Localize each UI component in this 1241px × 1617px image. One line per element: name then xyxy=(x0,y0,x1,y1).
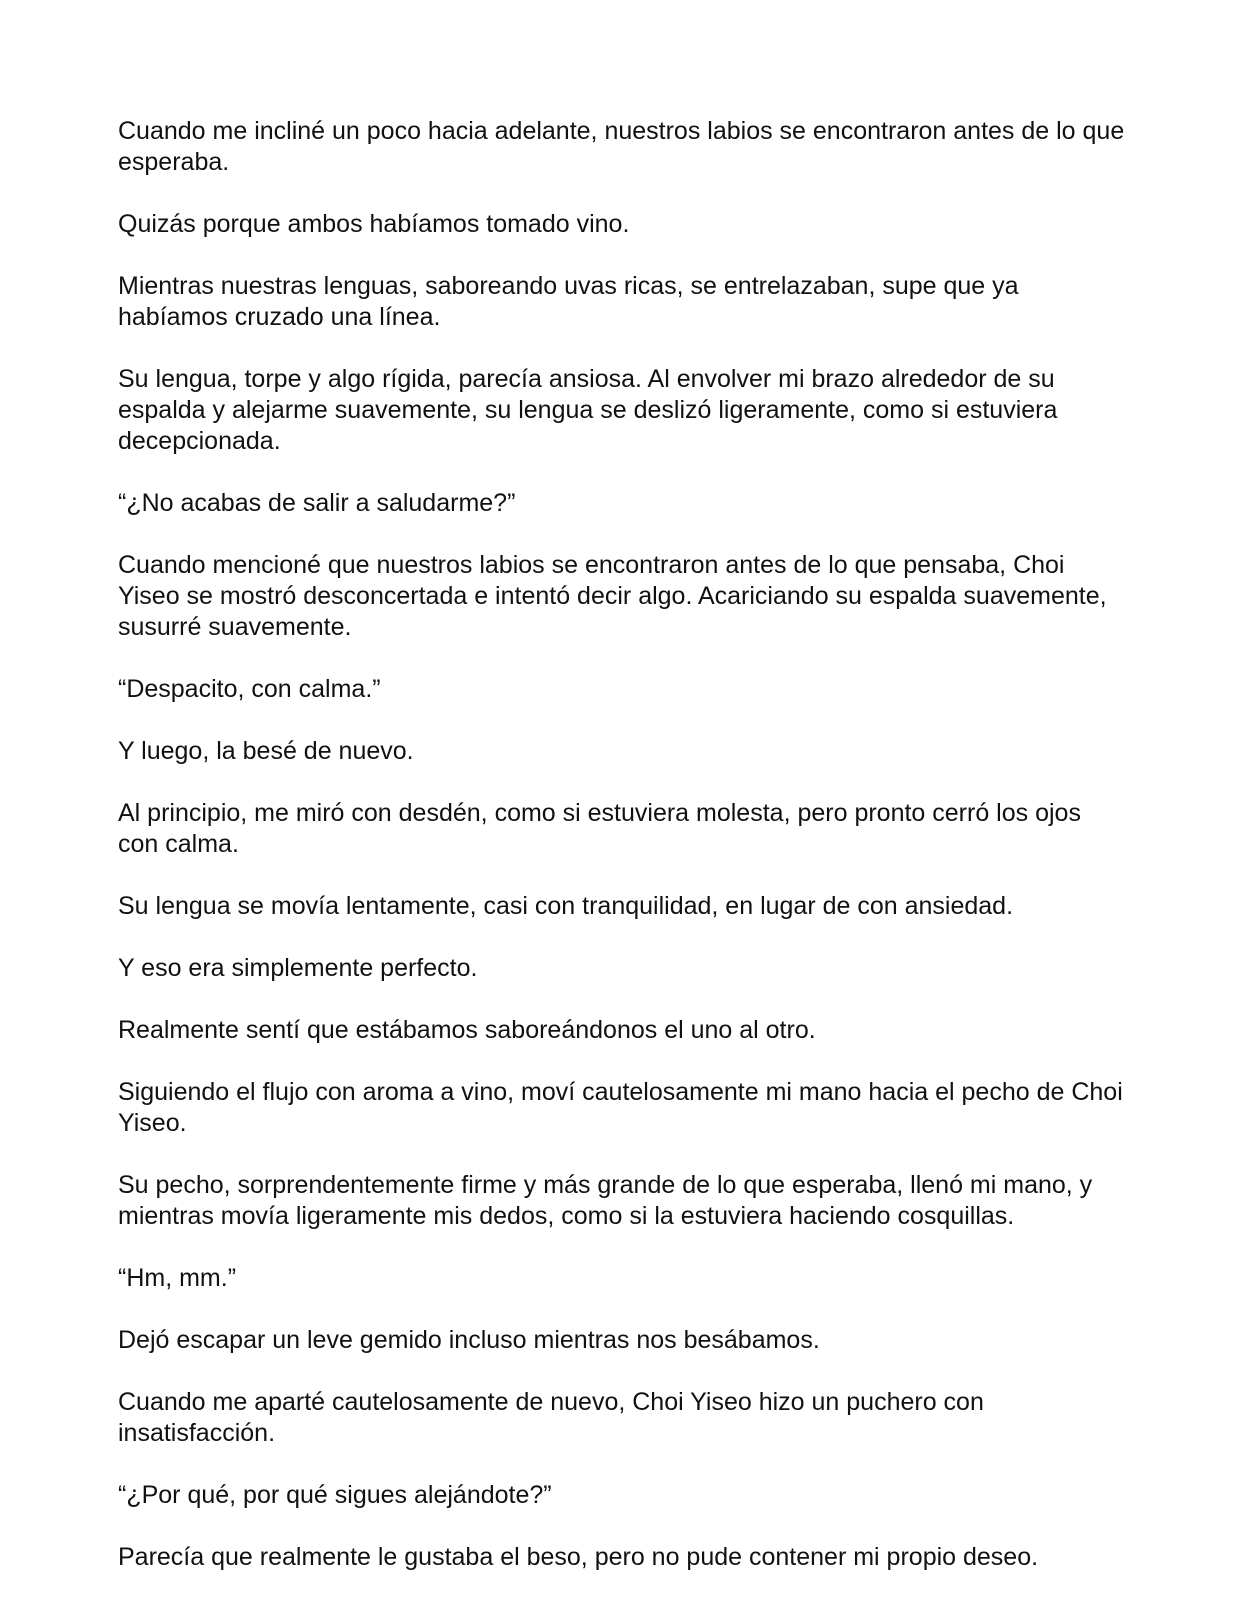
paragraph: Cuando me incliné un poco hacia adelante, nuestros labios se encontraron antes de lo que esperaba. xyxy=(118,117,1125,176)
paragraph: Mientras nuestras lenguas, saboreando uvas ricas, se entrelazaban, supe que ya habíamos cruzado una línea. xyxy=(118,272,1019,331)
paragraph: Siguiendo el flujo con aroma a vino, moví cautelosamente mi mano hacia el pecho de Choi Yiseo. xyxy=(118,1078,1123,1137)
paragraph: “Despacito, con calma.” xyxy=(118,675,381,703)
paragraph: Dejó escapar un leve gemido incluso mientras nos besábamos. xyxy=(118,1326,820,1354)
paragraph: Su lengua, torpe y algo rígida, parecía ansiosa. Al envolver mi brazo alrededor de su espalda y alejarme suavemente, su lengua se deslizó ligeramente, como si estuviera decepcionada. xyxy=(118,365,1058,455)
paragraph: “¿No acabas de salir a saludarme?” xyxy=(118,489,516,517)
paragraph: Parecía que realmente le gustaba el beso, pero no pude contener mi propio deseo. xyxy=(118,1543,1039,1571)
paragraph: Cuando me aparté cautelosamente de nuevo, Choi Yiseo hizo un puchero con insatisfacción. xyxy=(118,1388,984,1447)
paragraph: Realmente sentí que estábamos saboreándonos el uno al otro. xyxy=(118,1016,816,1044)
paragraph: “¿Por qué, por qué sigues alejándote?” xyxy=(118,1481,552,1509)
paragraph: “Hm, mm.” xyxy=(118,1264,237,1292)
paragraph: Y eso era simplemente perfecto. xyxy=(118,954,478,982)
paragraph: Quizás porque ambos habíamos tomado vino. xyxy=(118,210,630,238)
paragraph: Al principio, me miró con desdén, como si estuviera molesta, pero pronto cerró los ojos con calma. xyxy=(118,799,1081,858)
paragraph: Su pecho, sorprendentemente firme y más grande de lo que esperaba, llenó mi mano, y mientras movía ligeramente mis dedos, como si la estuviera haciendo cosquillas. xyxy=(118,1171,1093,1230)
paragraph: Cuando mencioné que nuestros labios se encontraron antes de lo que pensaba, Choi Yiseo se mostró desconcertada e intentó decir algo. Acariciando su espalda suavemente, susurré suavemente. xyxy=(118,551,1107,641)
paragraph: Su lengua se movía lentamente, casi con tranquilidad, en lugar de con ansiedad. xyxy=(118,892,1014,920)
paragraph: Y luego, la besé de nuevo. xyxy=(118,737,414,765)
document-body xyxy=(118,116,1128,1604)
